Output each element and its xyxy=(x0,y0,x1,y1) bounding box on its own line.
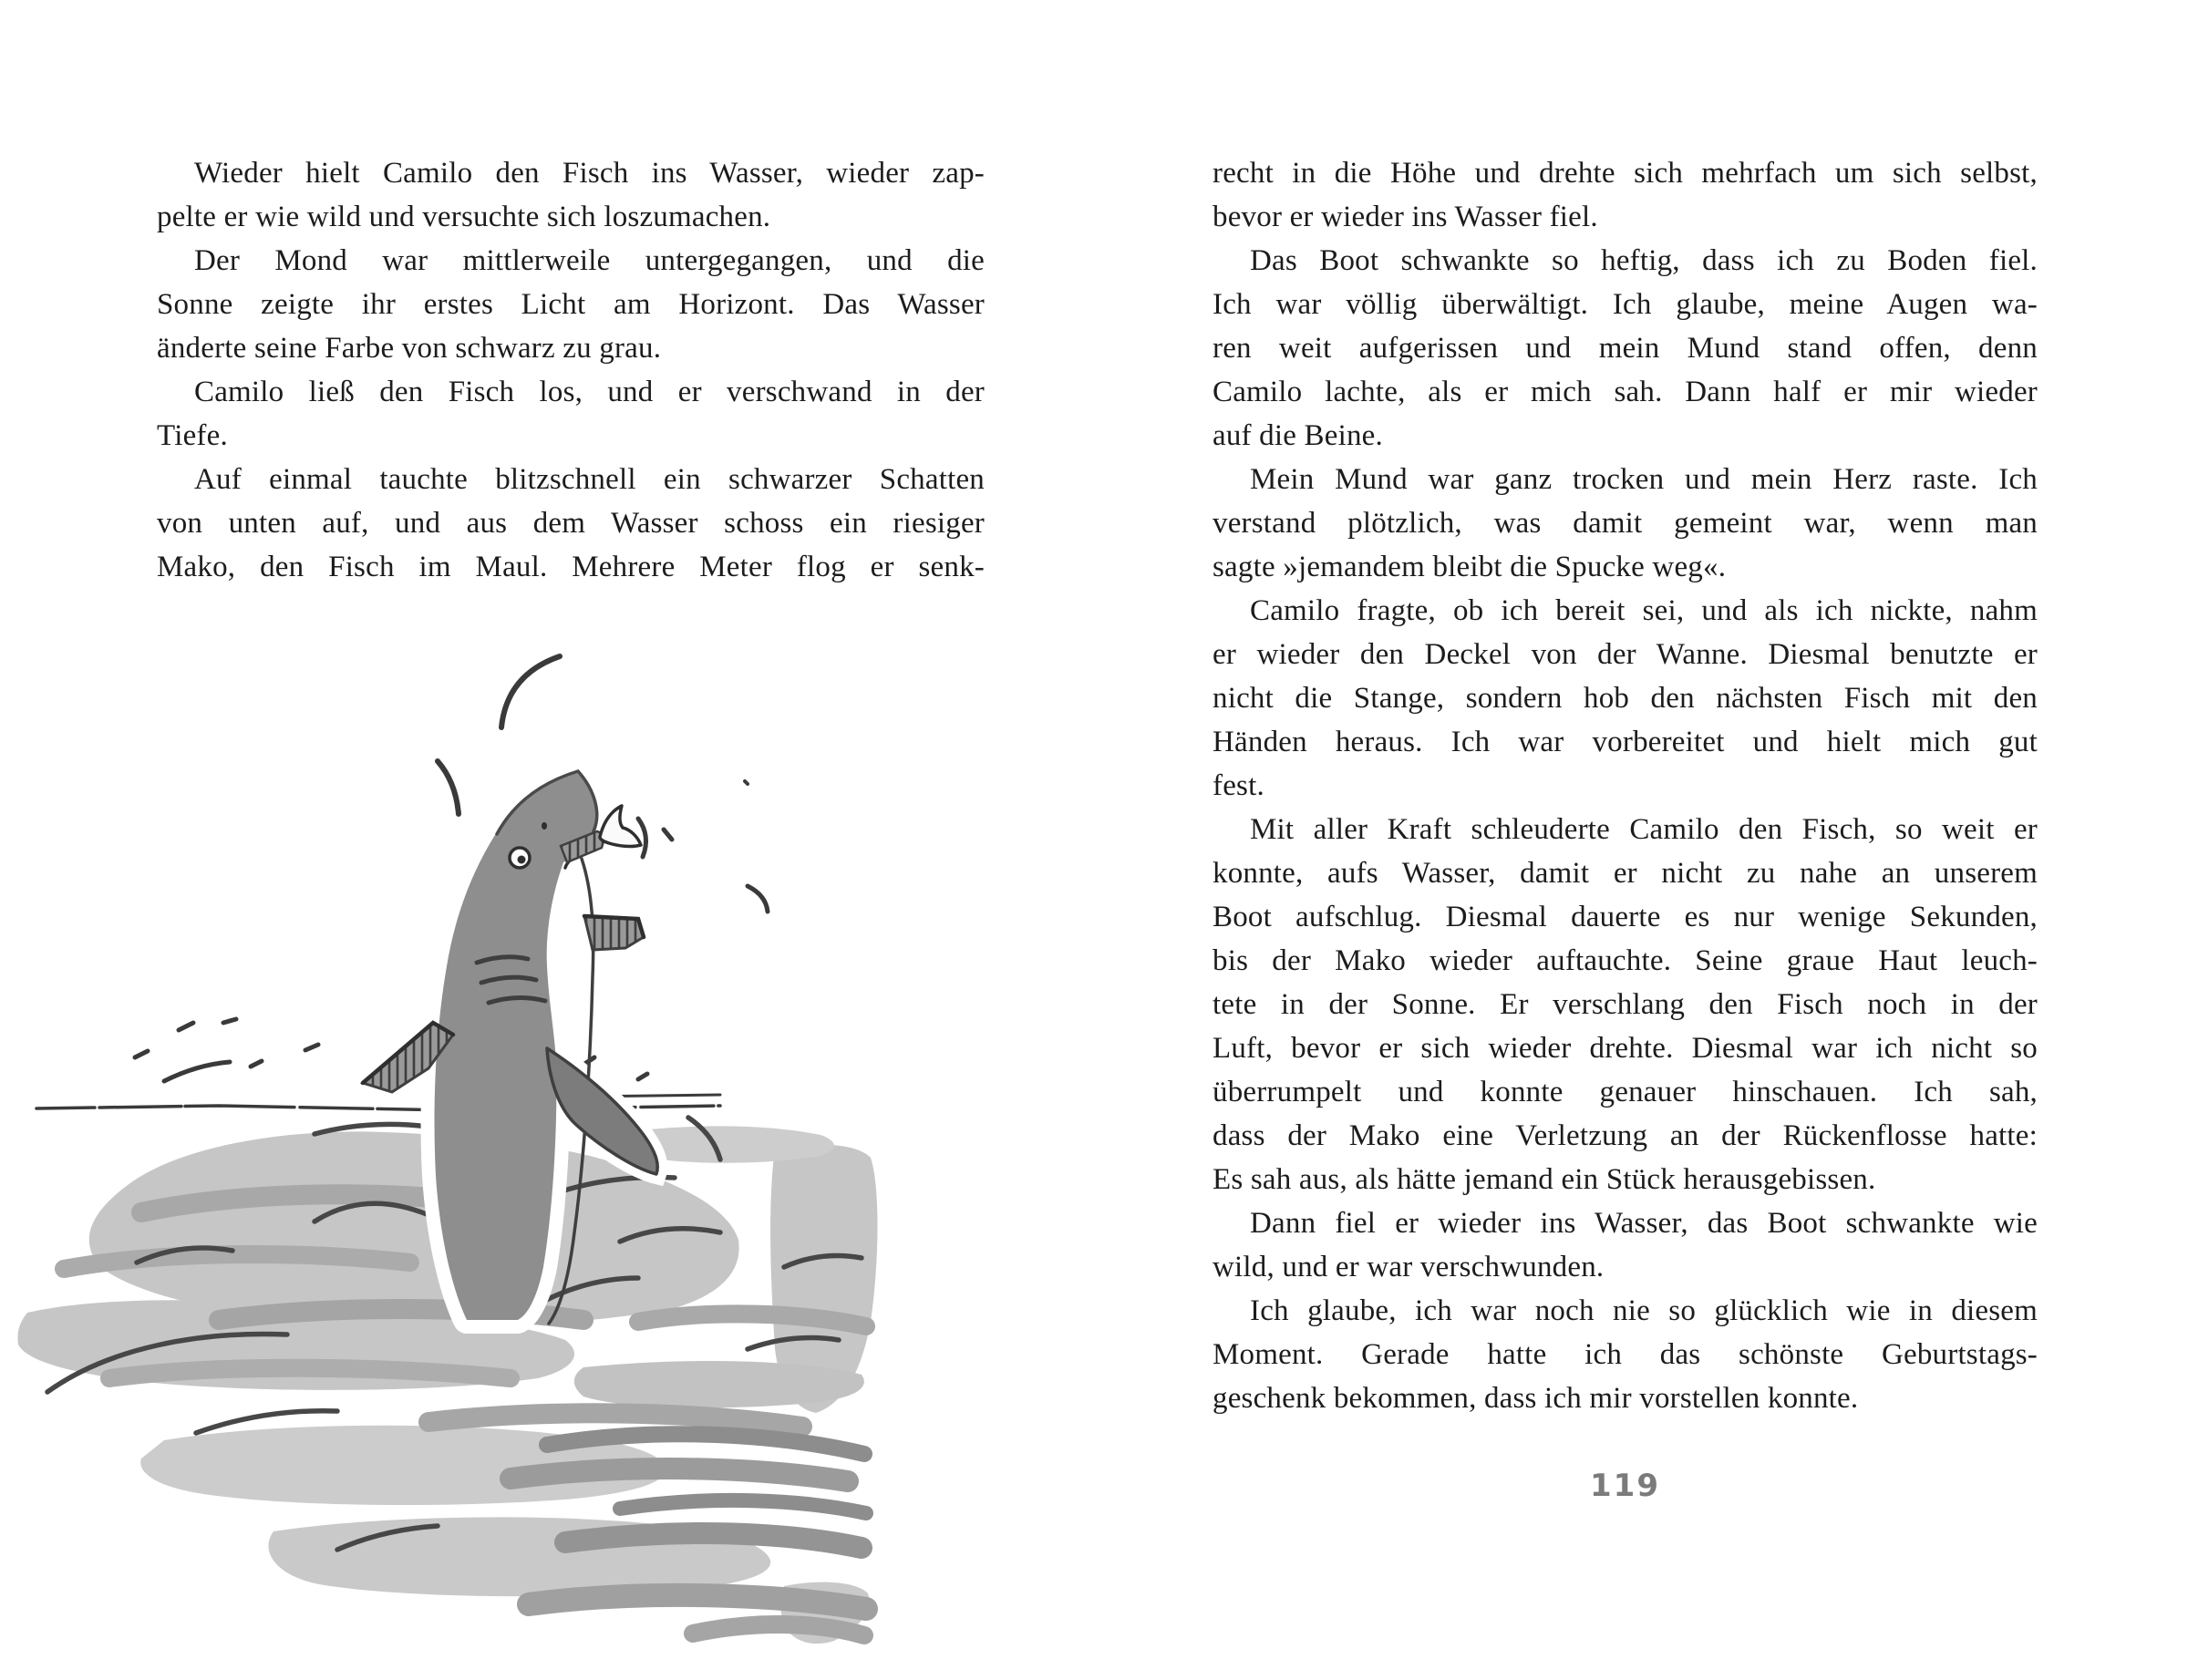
right-text-column xyxy=(1213,151,2038,1420)
text-line: bis der Mako wieder auftauchte. Seine graue Haut leuch- xyxy=(1213,944,2038,977)
text-line: Ich glaube, ich war noch nie so glücklich wie in diesem xyxy=(1250,1294,2038,1327)
text-line: Boot aufschlug. Diesmal dauerte es nur wenige Sekunden, xyxy=(1213,901,2038,933)
text-line: Dann fiel er wieder ins Wasser, das Boot schwankte wie xyxy=(1250,1207,2038,1240)
text-line: Luft, bevor er sich wieder drehte. Diesmal war ich nicht so xyxy=(1213,1032,2038,1065)
text-line: Moment. Gerade hatte ich das schönste Geburtstags- xyxy=(1213,1338,2038,1371)
text-line: er wieder den Deckel von der Wanne. Diesmal benutzte er xyxy=(1213,638,2038,671)
text-line: auf die Beine. xyxy=(1213,419,1383,452)
text-line: Camilo ließ den Fisch los, und er verschwand in der xyxy=(194,376,985,408)
shark-nostril xyxy=(542,822,547,830)
text-line: Camilo fragte, ob ich bereit sei, und als ich nickte, nahm xyxy=(1250,594,2038,627)
text-line: dass der Mako eine Verletzung an der Rückenflosse hatte: xyxy=(1213,1119,2038,1152)
text-line: Sonne zeigte ihr erstes Licht am Horizont. Das Wasser xyxy=(157,288,985,321)
text-line: bevor er wieder ins Wasser fiel. xyxy=(1213,201,1598,233)
page-number: 119 xyxy=(1590,1468,1660,1504)
text-line: recht in die Höhe und drehte sich mehrfach um sich selbst, xyxy=(1213,157,2038,190)
text-line: pelte er wie wild und versuchte sich loszumachen. xyxy=(157,201,771,233)
shark-pupil xyxy=(518,856,526,864)
text-line: Das Boot schwankte so heftig, dass ich zu Boden fiel. xyxy=(1250,244,2038,277)
text-line: Camilo lachte, als er mich sah. Dann half er mir wieder xyxy=(1213,376,2038,408)
text-line: konnte, aufs Wasser, damit er nicht zu nahe an unserem xyxy=(1213,857,2038,890)
text-line: Der Mond war mittlerweile untergegangen, und die xyxy=(194,244,985,277)
text-line: Auf einmal tauchte blitzschnell ein schwarzer Schatten xyxy=(194,463,985,496)
text-line: Wieder hielt Camilo den Fisch ins Wasser, wieder zap- xyxy=(194,157,985,190)
text-line: Es sah aus, als hätte jemand ein Stück herausgebissen. xyxy=(1213,1163,1876,1196)
left-text-column xyxy=(157,151,985,589)
text-line: Mein Mund war ganz trocken und mein Herz raste. Ich xyxy=(1250,463,2038,496)
text-line: sagte »jemandem bleibt die Spucke weg«. xyxy=(1213,551,1727,583)
pectoral-fin-right xyxy=(584,916,644,950)
text-line: ren weit aufgerissen und mein Mund stand offen, denn xyxy=(1213,332,2038,365)
text-line: tete in der Sonne. Er verschlang den Fisch noch in der xyxy=(1213,988,2038,1021)
text-line: Mako, den Fisch im Maul. Mehrere Meter flog er senk- xyxy=(157,551,985,583)
text-line: geschenk bekommen, dass ich mir vorstellen konnte. xyxy=(1213,1382,1859,1415)
text-line: fest. xyxy=(1213,769,1264,802)
text-line: verstand plötzlich, was damit gemeint war, wenn man xyxy=(1213,507,2038,540)
text-line: Tiefe. xyxy=(157,419,228,452)
right-page xyxy=(1094,0,2188,1680)
text-line: nicht die Stange, sondern hob den nächsten Fisch mit den xyxy=(1213,682,2038,715)
text-line: Ich war völlig überwältigt. Ich glaube, meine Augen wa- xyxy=(1213,288,2038,321)
text-line: Mit aller Kraft schleuderte Camilo den Fisch, so weit er xyxy=(1250,813,2038,846)
text-line: Händen heraus. Ich war vorbereitet und hielt mich gut xyxy=(1213,726,2038,758)
text-line: wild, und er war verschwunden. xyxy=(1213,1251,1605,1283)
text-line: überrumpelt und konnte genauer hinschauen. Ich sah, xyxy=(1213,1076,2038,1108)
text-line: änderte seine Farbe von schwarz zu grau. xyxy=(157,332,662,365)
text-line: von unten auf, und aus dem Wasser schoss ein riesiger xyxy=(157,507,985,540)
